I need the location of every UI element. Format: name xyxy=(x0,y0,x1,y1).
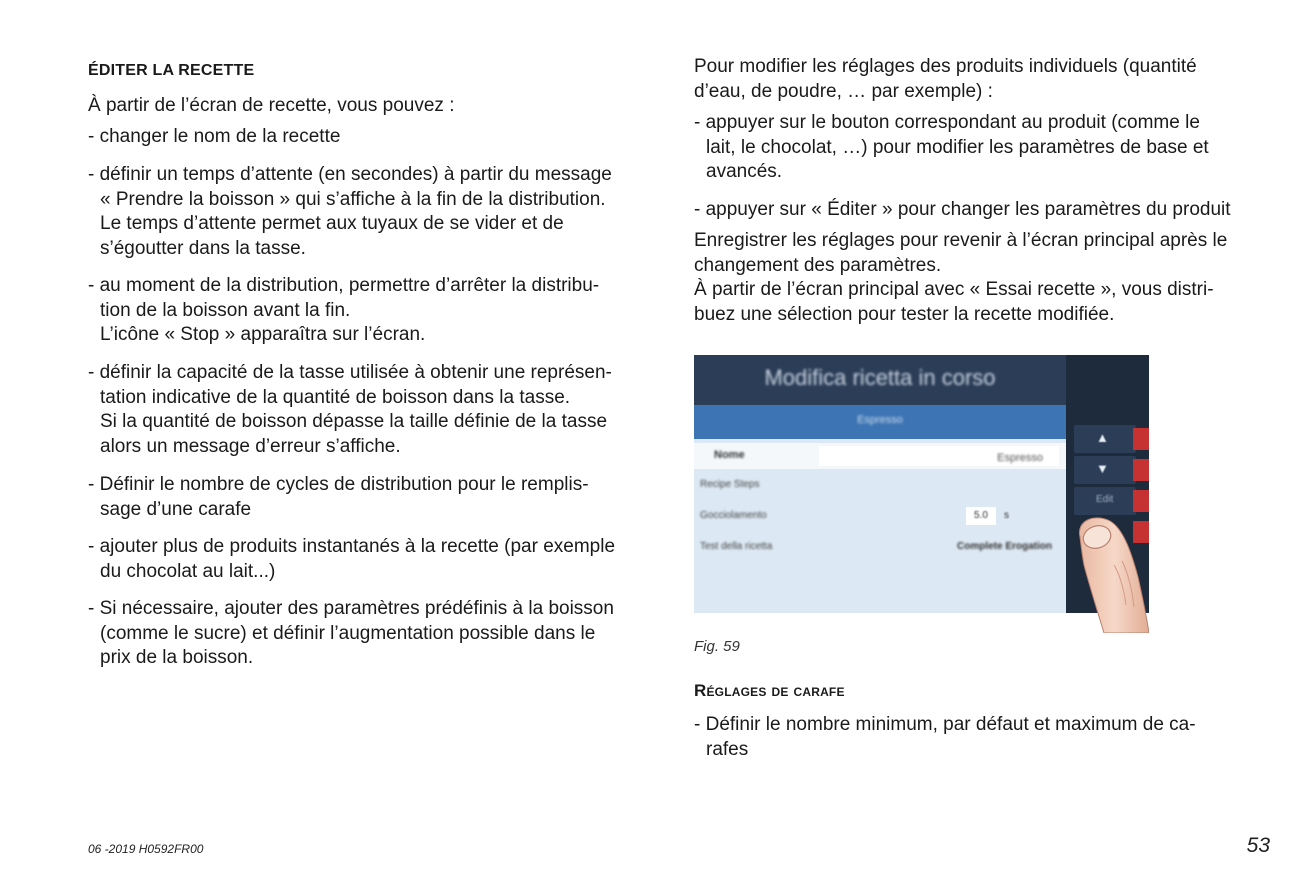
screen-subheader xyxy=(694,405,1066,439)
list-item-line: lait, le chocolat, …) pour modifier les paramètres de base et xyxy=(706,136,1209,158)
screen-row-label: Nome xyxy=(714,449,745,461)
list-item-line: - appuyer sur « Éditer » pour changer les paramètres du produit xyxy=(694,199,1231,220)
figure-caption: Fig. 59 xyxy=(694,638,740,655)
list-item-line: - Définir le nombre minimum, par défaut et maximum de ca- xyxy=(694,714,1196,735)
list-item xyxy=(88,274,599,348)
list-item-line: - au moment de la distribution, permettre d’arrêter la distribu- xyxy=(88,275,600,296)
screen-edit-label: Edit xyxy=(1096,494,1114,505)
screen-row xyxy=(694,537,1066,559)
screen-accent xyxy=(1133,428,1149,450)
list-item xyxy=(88,163,612,261)
screen-row-value: 5.0 xyxy=(974,510,988,521)
intro-text: À partir de l’écran de recette, vous pouvez : xyxy=(88,95,455,116)
list-item-line: - définir un temps d’attente (en secondes) à partir du message xyxy=(88,164,612,185)
list-item-line: alors un message d’erreur s’affiche. xyxy=(100,435,401,457)
list-item xyxy=(88,535,615,584)
screen-header xyxy=(694,355,1066,405)
list-item-line: rafes xyxy=(706,738,749,760)
list-item xyxy=(88,597,614,671)
screen-row-unit: s xyxy=(1004,510,1009,521)
arrow-down-icon: ▼ xyxy=(1096,461,1109,476)
list-item-line: - changer le nom de la recette xyxy=(88,126,341,147)
page-number: 53 xyxy=(1246,834,1270,857)
screen-row-value: Espresso xyxy=(997,452,1043,464)
list-item-line: - Si nécessaire, ajouter des paramètres prédéfinis à la boisson xyxy=(88,598,614,619)
list-item-line: tation indicative de la quantité de boisson dans la tasse. xyxy=(100,386,571,408)
list-item-line: sage d’une carafe xyxy=(100,498,252,520)
screen-title: Modifica ricetta in corso xyxy=(764,365,996,390)
list-item-line: « Prendre la boisson » qui s’affiche à la fin de la distribution. xyxy=(100,188,606,210)
screen-row-value: Complete Erogation xyxy=(956,541,1052,552)
screen-name-field xyxy=(819,446,1059,466)
arrow-up-icon: ▲ xyxy=(1096,430,1109,445)
paragraph-line: changement des paramètres. xyxy=(694,254,942,276)
paragraph-line: Enregistrer les réglages pour revenir à l’écran principal après le xyxy=(694,230,1228,251)
screen-accent xyxy=(1133,459,1149,481)
screen-subtitle: Espresso xyxy=(857,414,903,426)
list-item xyxy=(88,361,612,459)
list-item-line: tion de la boisson avant la fin. xyxy=(100,299,351,321)
list-item-line: avancés. xyxy=(706,161,783,182)
screen-row-label: Test della ricetta xyxy=(700,541,773,552)
finger-icon xyxy=(1074,515,1149,633)
paragraph-line: buez une sélection pour tester la recette modifiée. xyxy=(694,303,1115,325)
right-paragraph xyxy=(694,229,1227,327)
right-intro xyxy=(694,55,1197,104)
screen-accent xyxy=(1133,490,1149,512)
list-item-line: Le temps d’attente permet aux tuyaux de se vider et de xyxy=(100,213,564,234)
list-item-line: - ajouter plus de produits instantanés à la recette (par exemple xyxy=(88,536,616,557)
list-item-line: - définir la capacité de la tasse utilisée à obtenir une représen- xyxy=(88,362,612,383)
list-item xyxy=(88,473,589,522)
screen-row-label: Recipe Steps xyxy=(700,479,760,490)
paragraph-line: À partir de l’écran principal avec « Essai recette », vous distri- xyxy=(694,279,1214,300)
paragraph-line: Pour modifier les réglages des produits individuels (quantité xyxy=(694,56,1197,77)
list-item xyxy=(694,111,1209,185)
list-item-line: - appuyer sur le bouton correspondant au produit (comme le xyxy=(694,112,1200,133)
list-item xyxy=(694,713,1196,762)
section-heading-carafe: Réglages de carafe xyxy=(694,681,845,700)
list-item-line: Si la quantité de boisson dépasse la taille définie de la tasse xyxy=(100,411,608,432)
screen-row xyxy=(694,475,1066,497)
paragraph-line: d’eau, de poudre, … par exemple) : xyxy=(694,80,993,102)
list-item-line: L’icône « Stop » apparaîtra sur l’écran. xyxy=(100,324,426,345)
screen-row xyxy=(694,506,1066,528)
screen-edit-button xyxy=(1074,487,1136,515)
list-item xyxy=(88,125,340,150)
list-item-line: - Définir le nombre de cycles de distribution pour le remplis- xyxy=(88,474,589,495)
screen-value-box xyxy=(966,507,996,525)
list-item-line: du chocolat au lait...) xyxy=(100,560,276,582)
screen-down-button xyxy=(1074,456,1136,484)
list-item-line: (comme le sucre) et définir l’augmentation possible dans le xyxy=(100,622,596,644)
list-item-line: s’égoutter dans la tasse. xyxy=(100,237,306,259)
list-item-line: prix de la boisson. xyxy=(100,647,254,668)
list-item xyxy=(694,198,1231,223)
screen-up-button xyxy=(1074,425,1136,453)
screen-row-name xyxy=(694,443,1066,469)
figure-screen-photo xyxy=(694,355,1149,633)
doc-reference: 06 -2019 H0592FR00 xyxy=(88,842,204,856)
screen-row-label: Gocciolamento xyxy=(700,510,767,521)
section-heading-edit-recipe: ÉDITER LA RECETTE xyxy=(88,62,255,79)
